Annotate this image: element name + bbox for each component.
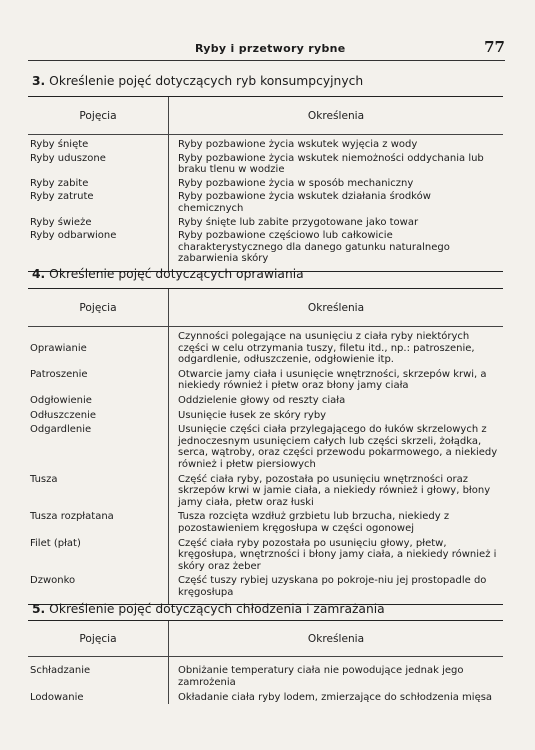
table-row <box>28 178 503 190</box>
section-3-heading: Określenie pojęć dotyczących ryb konsumpcyjnych <box>49 74 364 88</box>
term: Ryby zatrute <box>30 191 94 203</box>
definition: Ryby pozbawione częściowo lub całkowicie charakterystycznego dla danego gatunku naturalnego zabarwienia skóry <box>178 230 450 265</box>
table-body <box>28 327 503 604</box>
table-chlodzenie <box>28 620 503 704</box>
definition: Otwarcie jamy ciała i usunięcie wnętrzności, skrzepów krwi, a niekiedy również i płetw oraz błony jamy ciała <box>178 368 487 392</box>
term: Lodowanie <box>30 692 84 704</box>
definition: Ryby pozbawione życia w sposób mechaniczny <box>178 177 414 189</box>
definition: Usunięcie łusek ze skóry ryby <box>178 409 327 421</box>
table-row <box>28 575 503 598</box>
table-body <box>28 657 503 704</box>
table-row <box>28 191 503 214</box>
table-row <box>28 153 503 176</box>
table-row <box>28 139 503 151</box>
table-header <box>28 289 503 327</box>
definition: Oddzielenie głowy od reszty ciała <box>178 394 346 406</box>
term: Tusza <box>30 473 58 485</box>
term: Ryby śnięte <box>30 139 89 150</box>
column-header-pojecia: Pojęcia <box>79 301 117 314</box>
column-header-okreslenia: Określenia <box>168 97 503 134</box>
running-title: Ryby i przetwory rybne <box>195 42 346 55</box>
definition: Tusza rozcięta wzdłuż grzbietu lub brzucha, niekiedy z pozostawieniem kręgosłupa w części ogonowej <box>178 511 450 534</box>
table-row <box>28 230 503 265</box>
table-row <box>28 369 503 392</box>
header-rule <box>28 60 505 61</box>
definition: Ryby śnięte lub zabite przygotowane jako towar <box>178 216 419 228</box>
table-oprawianie <box>28 288 503 605</box>
table-header <box>28 621 503 657</box>
column-header-pojecia: Pojęcia <box>79 109 117 122</box>
term: Odłuszczenie <box>30 409 97 421</box>
table-row <box>28 410 503 422</box>
term: Tusza rozpłatana <box>30 511 114 523</box>
section-5-heading: Określenie pojęć dotyczących chłodzenia i zamrażania <box>49 602 385 616</box>
table-row <box>28 692 503 704</box>
term: Dzwonko <box>30 575 76 587</box>
definition: Część ciała ryby pozostała po usunięciu głowy, płetw, kręgosłupa, wnętrzności i błony jamy ciała, a niekiedy również i skóry oraz żeber <box>178 537 497 572</box>
section-5-title <box>32 602 385 616</box>
column-header-okreslenia: Określenia <box>168 289 503 326</box>
page-number: 77 <box>484 38 505 56</box>
column-header-pojecia: Pojęcia <box>79 632 117 645</box>
section-3-title <box>32 74 363 88</box>
table-body <box>28 135 503 271</box>
section-3-number: 3. <box>32 74 46 88</box>
table-ryby-konsumpcyjne <box>28 96 503 272</box>
column-header-okreslenia: Określenia <box>168 621 503 656</box>
definition: Okładanie ciała ryby lodem, zmierzające do schłodzenia mięsa <box>178 692 493 704</box>
term: Odgardlenie <box>30 424 92 436</box>
section-4-heading: Określenie pojęć dotyczących oprawiania <box>49 267 304 281</box>
table-row <box>28 395 503 407</box>
definition: Ryby pozbawione życia wskutek działania środków chemicznych <box>178 191 431 214</box>
table-row <box>28 217 503 229</box>
section-4-number: 4. <box>32 267 46 281</box>
definition: Obniżanie temperatury ciała nie powodujące jednak jego zamrożenia <box>178 665 464 688</box>
section-4-title <box>32 267 304 281</box>
table-row <box>28 474 503 509</box>
table-row <box>28 511 503 534</box>
definition: Część tuszy rybiej uzyskana po pokroje-niu jej prostopadle do kręgosłupa <box>178 575 487 598</box>
definition: Usunięcie części ciała przylegającego do łuków skrzelowych z jednoczesnym usunięciem całych lub części skrzeli, żołądka, serca, wątroby, oraz części przewodu pokarmowego, a niekiedy również i płetw piersiowych <box>178 424 498 470</box>
definition: Czynności polegające na usunięciu z ciała ryby niektórych części w celu otrzymania tuszy, filetu itd., np.: patroszenie, odgardlenie, odłuszczenie, odgłowienie itp. <box>178 331 475 366</box>
term: Filet (płat) <box>30 537 81 549</box>
table-row <box>28 424 503 470</box>
term: Ryby zabite <box>30 177 89 189</box>
definition: Ryby pozbawione życia wskutek wyjęcia z wody <box>178 139 418 150</box>
definition: Część ciała ryby, pozostała po usunięciu wnętrzności oraz skrzepów krwi w jamie ciała, a niekiedy również i głowy, błony jamy ciała, płetw oraz łuski <box>178 473 491 508</box>
term: Oprawianie <box>30 343 87 354</box>
table-header <box>28 97 503 135</box>
term: Ryby odbarwione <box>30 230 117 242</box>
column-divider <box>168 657 169 704</box>
running-header <box>0 40 535 60</box>
table-row <box>28 665 503 688</box>
definition: Ryby pozbawione życia wskutek niemożności oddychania lub braku tlenu w wodzie <box>178 152 484 176</box>
term: Odgłowienie <box>30 394 92 406</box>
term: Patroszenie <box>30 368 88 380</box>
table-row <box>28 331 503 366</box>
section-5-number: 5. <box>32 602 46 616</box>
term: Schładzanie <box>30 665 91 676</box>
term: Ryby uduszone <box>30 152 106 164</box>
table-row <box>28 538 503 573</box>
column-divider <box>168 327 169 604</box>
column-divider <box>168 135 169 271</box>
term: Ryby świeże <box>30 216 92 228</box>
